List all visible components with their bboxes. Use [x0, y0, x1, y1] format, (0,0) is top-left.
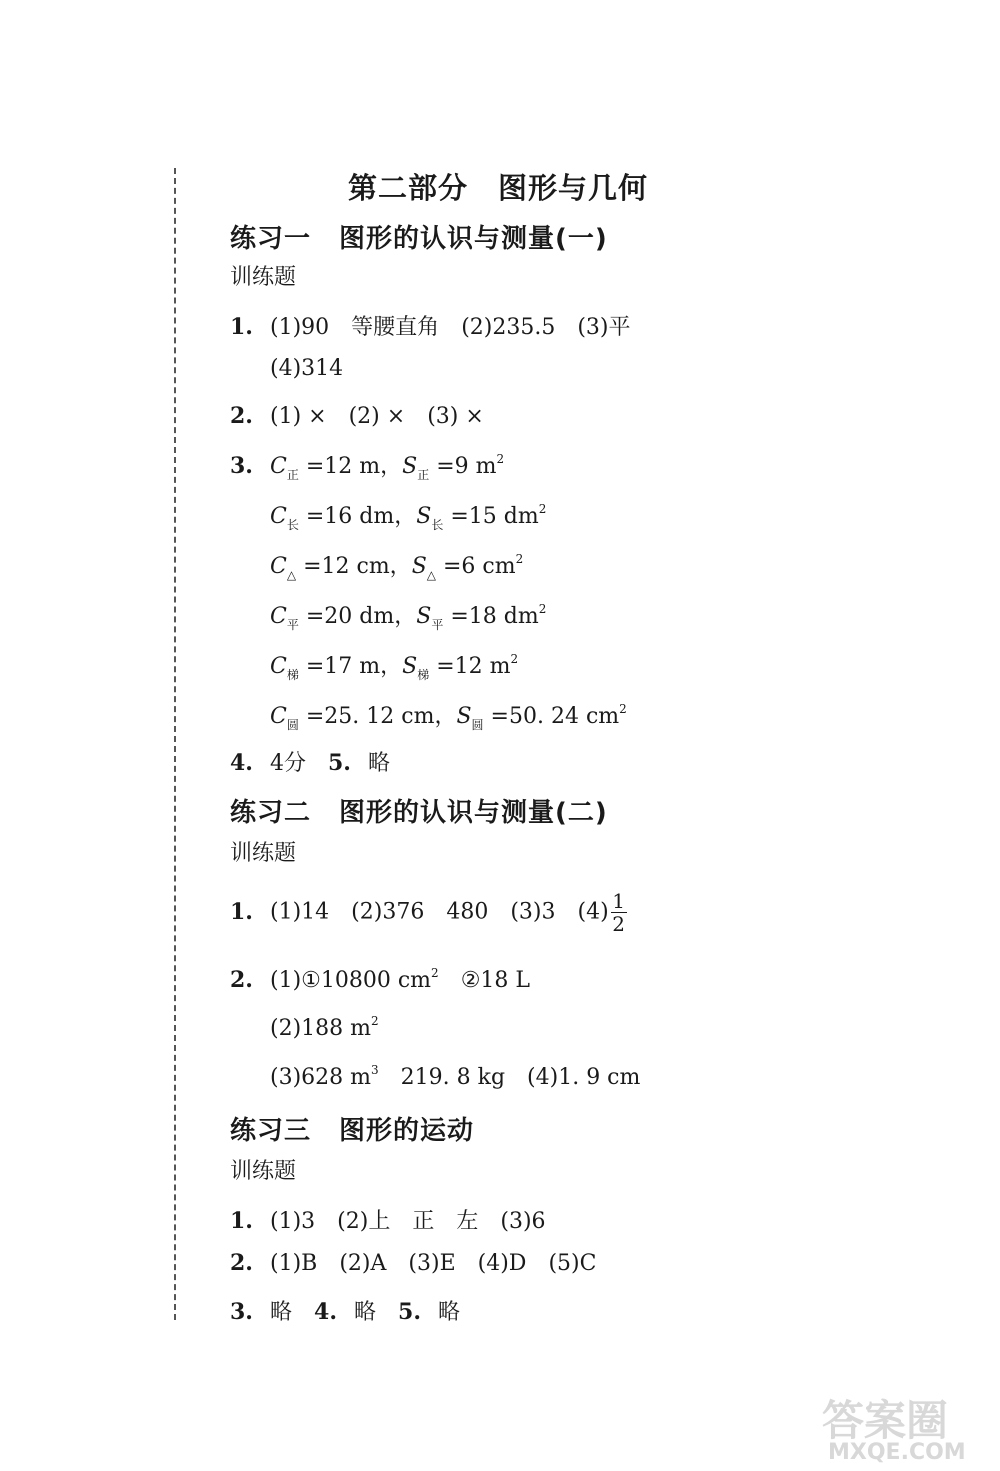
section-3-heading: 练习三 图形的运动 [230, 1116, 475, 1146]
page-title [348, 166, 648, 207]
watermark-url: MXQE.COM [828, 1440, 966, 1465]
title-name: 图形与几何 [498, 171, 649, 205]
ex1-q4-q5: 4. 4分 5. 略 [230, 750, 391, 776]
ex1-q1: 1. (1)90 等腰直角 (2)235.5 (3)平 [230, 314, 631, 340]
ex1-q3-row-6: $C_圆 =25$. 12 cm，$S_圆 =50$. 24 $cm^2$ [270, 702, 627, 732]
ex1-q3-row-4: $C_平 =20$ dm，$S_平 =18$ $dm^2$ [270, 602, 547, 632]
ex1-q2: 2. (1) × (2) × (3) × [230, 403, 484, 429]
title-part: 第二部分 [348, 171, 469, 205]
ex1-q3-row-2: $C_长 =16$ dm，$S_长 =15$ $dm^2$ [270, 502, 547, 532]
ex3-q3-q5: 3. 略 4. 略 5. 略 [230, 1299, 461, 1325]
section-3-subheading: 训练题 [230, 1159, 297, 1184]
ex1-q3-row-3: $C_\triangle =12$ cm，$S_\triangle =6$ $cm^2$ [270, 552, 524, 582]
ex2-q2-row-1: 2. (1)①10800 $cm^2$ ②18 L [230, 966, 531, 993]
fraction-one-half: $\frac{1}{2}$ [612, 889, 626, 936]
ex1-q3-row-1: 3. $C_正 =12$ m，$S_正 =9$ $m^2$ [230, 452, 505, 482]
ex3-q2: 2. (1)B (2)A (3)E (4)D (5)C [230, 1250, 597, 1276]
ex3-q1: 1. (1)3 (2)上 正 左 (3)6 [230, 1208, 546, 1234]
watermark-logo: 答案圈 [822, 1396, 949, 1445]
ex1-q1-cont: (4)314 [270, 356, 344, 381]
ex2-q2-row-2: (2)188 $m^2$ [270, 1014, 379, 1041]
ex2-q2-row-3: (3)628 $m^3$ 219. 8 kg (4)1. 9 cm [270, 1063, 641, 1090]
section-1-subheading: 训练题 [230, 265, 297, 290]
margin-dashed-line [174, 168, 176, 1320]
ex2-q1: 1. (1)14 (2)376 480 (3)3 (4) $\frac{1}{2}$ [230, 889, 626, 936]
section-1-heading: 练习一 图形的认识与测量(一) [230, 224, 608, 254]
section-2-subheading: 训练题 [230, 841, 297, 866]
ex1-q3-row-5: $C_梯 =17$ m，$S_梯 =12$ $m^2$ [270, 652, 519, 682]
section-2-heading: 练习二 图形的认识与测量(二) [230, 798, 608, 828]
